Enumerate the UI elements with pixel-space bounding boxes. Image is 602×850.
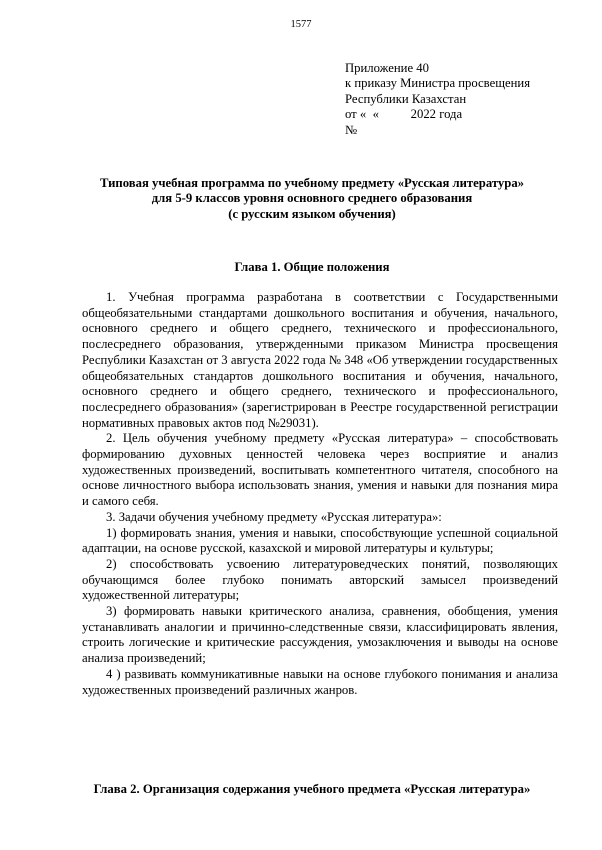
body-text: [82, 290, 558, 698]
paragraph: 2. Цель обучения учебному предмету «Русская литература» – способствовать формированию духовных ценностей человека через восприятие и анализ художественных произведений, воспитывать компетентного читателя, способного на основе личностного выбора использовать знания, умения и навыки для познания мира и самого себя.: [82, 431, 558, 509]
paragraph: 2) способствовать усвоению литературоведческих понятий, позволяющих обучающимся более глубоко понимать авторский замысел произведений художественной литературы;: [82, 556, 558, 603]
appendix-block: [345, 61, 585, 138]
chapter-2-heading: Глава 2. Организация содержания учебного предмета «Русская литература»: [93, 782, 531, 796]
page-number: 1577: [290, 19, 312, 30]
paragraph: 1) формировать знания, умения и навыки, способствующие успешной социальной адаптации, на основе русской, казахской и мировой литературы и культуры;: [82, 525, 558, 556]
title-line: (с русским языком обучения): [228, 206, 396, 221]
appendix-line: Приложение 40: [345, 61, 429, 75]
document-title: [62, 176, 562, 222]
title-line: для 5-9 классов уровня основного среднего образования: [151, 191, 473, 206]
paragraph: 3. Задачи обучения учебному предмету «Русская литература»:: [106, 509, 442, 524]
chapter-1-heading: Глава 1. Общие положения: [234, 260, 390, 274]
title-line: Типовая учебная программа по учебному предмету «Русская литература»: [99, 176, 525, 190]
paragraph: 4 ) развивать коммуникативные навыки на основе глубокого понимания и анализа художественных произведений различных жанров.: [82, 666, 558, 697]
paragraph: 1. Учебная программа разработана в соответствии с Государственными общеобязательными стандартами дошкольного воспитания и обучения, начального, основного среднего и общего среднего, технического и профессионального, послесреднего образования, утвержденными приказом Министра просвещения Республики Казахстан от 3 августа 2022 года № 348 «Об утверждении государственных общеобязательных стандартов дошкольного воспитания и обучения, начального, основного среднего и общего среднего, технического и профессионального, послесреднего образования» (зарегистрирован в Реестре государственной регистрации нормативных правовых актов под №29031).: [82, 290, 558, 430]
paragraph: 3) формировать навыки критического анализа, сравнения, обобщения, умения устанавливать аналогии и причинно-следственные связи, классифицировать явления, строить логические и критические рассуждения, умозаключения и выводы на основе анализа произведений;: [82, 604, 558, 666]
appendix-line: к приказу Министра просвещения: [345, 76, 531, 91]
appendix-line: Республики Казахстан: [345, 91, 467, 106]
appendix-line: от « « 2022 года: [345, 107, 463, 122]
appendix-line: №: [345, 122, 358, 137]
